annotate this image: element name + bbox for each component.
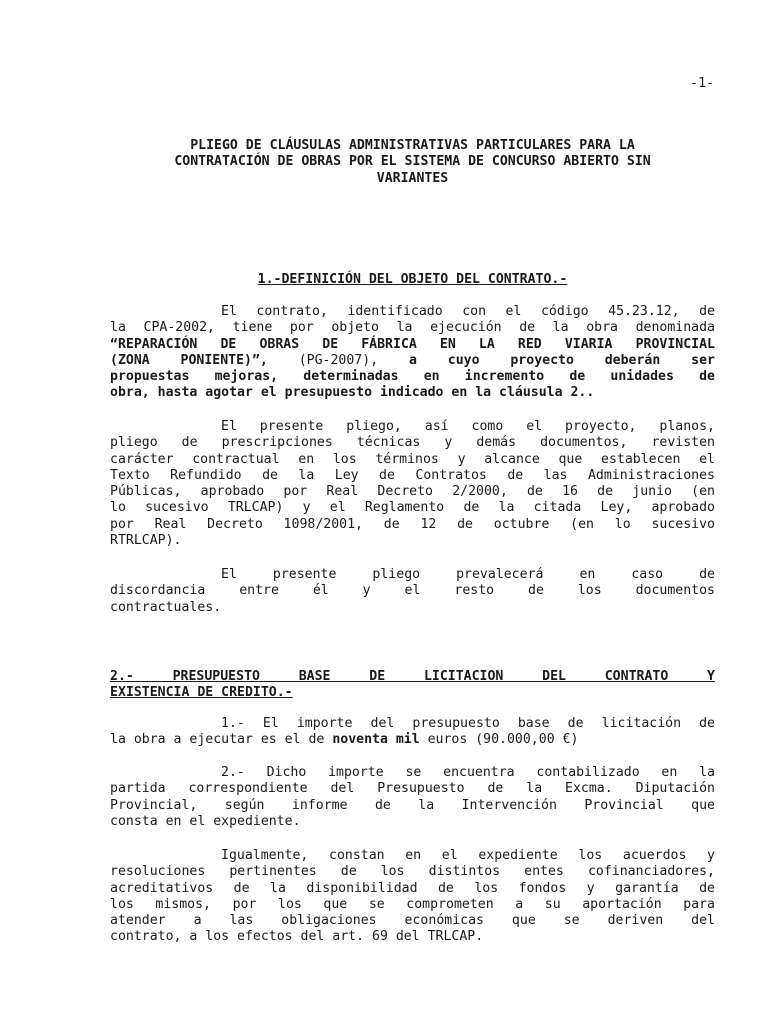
section-1-heading: 1.-DEFINICIÓN DEL OBJETO DEL CONTRATO.-	[257, 272, 568, 287]
title-line: CONTRATACIÓN DE OBRAS POR EL SISTEMA DE CONCURSO ABIERTO SIN	[174, 154, 651, 170]
text-line: obra, hasta agotar el presupuesto indicado en la cláusula 2..	[110, 385, 595, 401]
heading-line: EXISTENCIA DE CREDITO.-	[110, 685, 293, 701]
section-2-paragraph-2	[110, 765, 715, 830]
text-line: El contrato, identificado con el código 45.23.12, de	[221, 304, 715, 319]
text-line: pliego de prescripciones técnicas y demás documentos, revisten	[110, 435, 715, 451]
text-line: por Real Decreto 1098/2001, de 12 de octubre (en lo sucesivo	[110, 516, 715, 532]
text-line: Igualmente, constan en el expediente los acuerdos y	[221, 848, 715, 863]
section-2-paragraph-1	[110, 716, 715, 749]
text-line: (ZONA PONIENTE)”, (PG-2007), a cuyo proyecto deberán ser	[110, 352, 715, 368]
text-line: propuestas mejoras, determinadas en incremento de unidades de	[110, 369, 715, 385]
section-1-paragraph-1	[110, 304, 715, 402]
text-line: Públicas, aprobado por Real Decreto 2/2000, de 16 de junio (en	[110, 484, 715, 500]
text-line: Texto Refundido de la Ley de Contratos de las Administraciones	[110, 467, 715, 483]
text-line: El presente pliego, así como el proyecto, planos,	[221, 419, 715, 434]
title-line: PLIEGO DE CLÁUSULAS ADMINISTRATIVAS PARTICULARES PARA LA	[190, 138, 635, 153]
text-line: RTRLCAP).	[110, 533, 182, 549]
text-line: 2.- Dicho importe se encuentra contabilizado en la	[221, 765, 715, 780]
text-line: los mismos, por los que se comprometen a su aportación para	[110, 896, 715, 912]
text-line: resoluciones pertinentes de los distintos entes cofinanciadores,	[110, 864, 715, 880]
text-line: acreditativos de la disponibilidad de los fondos y garantía de	[110, 880, 715, 896]
text-line: la obra a ejecutar es el de noventa mil euros (90.000,00 €)	[110, 732, 579, 748]
section-2-paragraph-3	[110, 848, 715, 946]
text-line: contrato, a los efectos del art. 69 del TRLCAP.	[110, 929, 484, 945]
text-line: carácter contractual en los términos y alcance que establecen el	[110, 451, 715, 467]
text-line: partida correspondiente del Presupuesto de la Excma. Diputación	[110, 781, 715, 797]
section-2-heading	[110, 669, 715, 702]
text-line: El presente pliego prevalecerá en caso de	[221, 567, 715, 582]
text-line: contractuales.	[110, 599, 222, 615]
text-line: “REPARACIÓN DE OBRAS DE FÁBRICA EN LA RED VIARIA PROVINCIAL	[110, 336, 715, 352]
document-title	[110, 138, 715, 187]
page-number: -1-	[690, 76, 714, 91]
text-line: discordancia entre él y el resto de los documentos	[110, 583, 715, 599]
text-line: atender a las obligaciones económicas que se deriven del	[110, 913, 715, 929]
section-1-paragraph-3	[110, 567, 715, 616]
heading-line: 2.- PRESUPUESTO BASE DE LICITACION DEL CONTRATO Y	[110, 669, 715, 684]
title-line: VARIANTES	[376, 170, 449, 186]
text-line: consta en el expediente.	[110, 813, 301, 829]
amount-in-words: noventa mil	[332, 732, 420, 748]
text-line: 1.- El importe del presupuesto base de licitación de	[221, 716, 715, 731]
text-line: Provincial, según informe de la Intervención Provincial que	[110, 797, 715, 813]
text-line: lo sucesivo TRLCAP) y el Reglamento de la citada Ley, aprobado	[110, 500, 715, 516]
section-1-paragraph-2	[110, 419, 715, 549]
text-line: la CPA-2002, tiene por objeto la ejecución de la obra denominada	[110, 320, 715, 336]
